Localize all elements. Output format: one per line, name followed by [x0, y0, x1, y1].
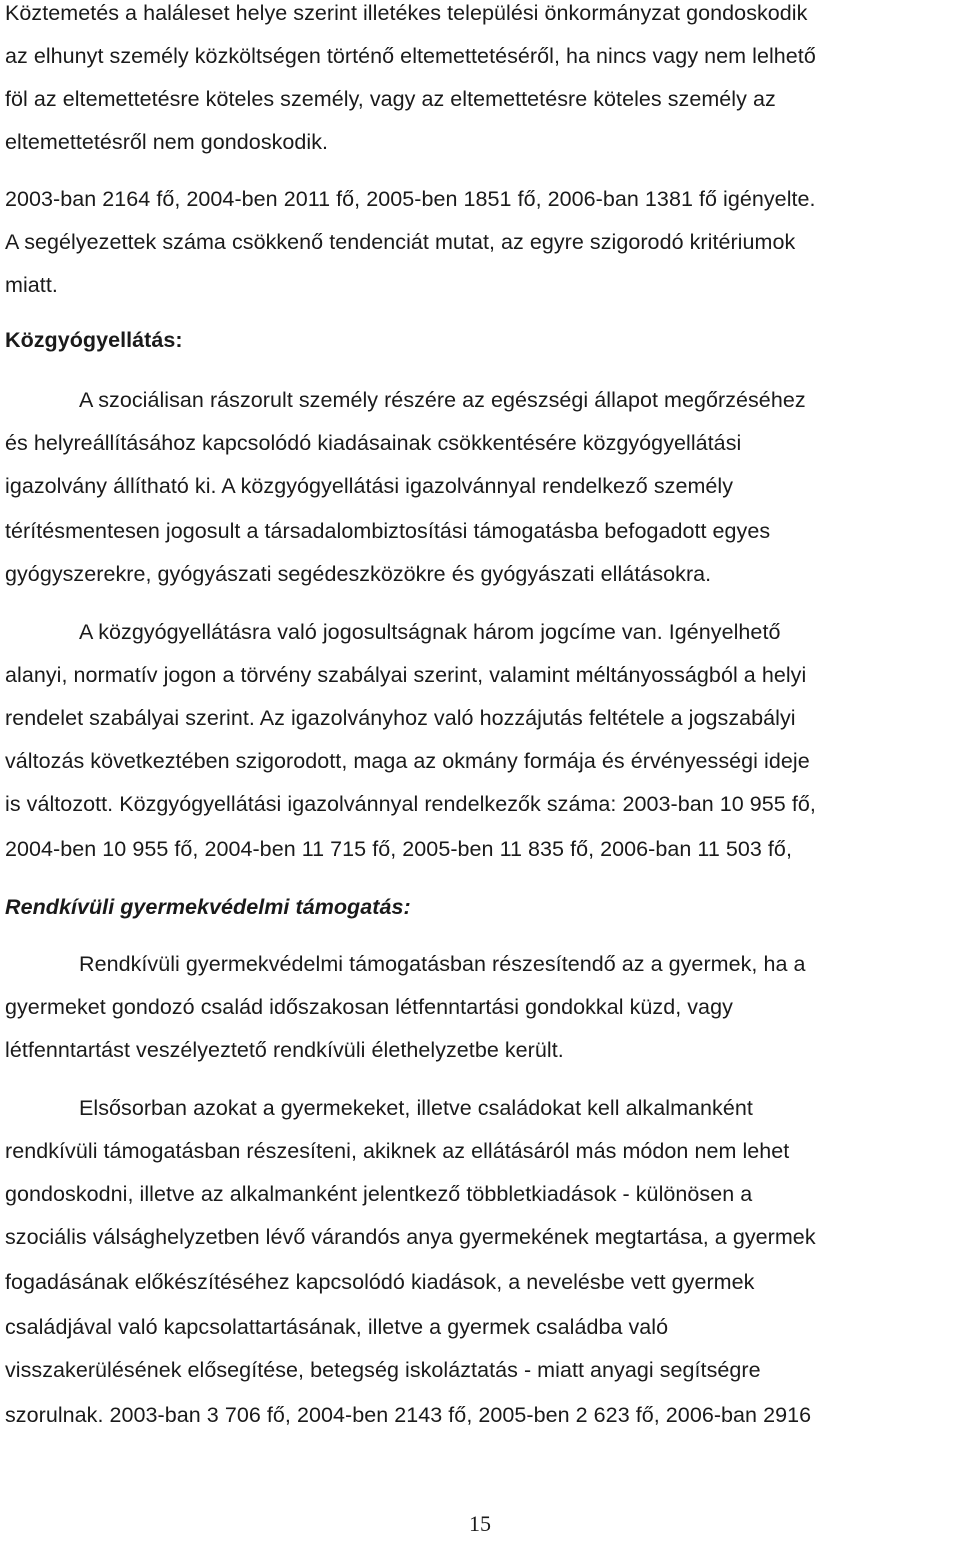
paragraph-line: rendkívüli támogatásban részesíteni, akiknek az ellátásáról más módon nem lehet — [5, 1139, 790, 1163]
paragraph-line: gyermeket gondozó család időszakosan létfenntartási gondokkal küzd, vagy — [5, 995, 733, 1019]
paragraph-line: szociális válsághelyzetben lévő várandós anya gyermekének megtartása, a gyermek — [5, 1225, 816, 1249]
paragraph-line: visszakerülésének elősegítése, betegség iskoláztatás - miatt anyagi segítségre — [5, 1358, 761, 1382]
paragraph-line: 2003-ban 2164 fő, 2004-ben 2011 fő, 2005-ben 1851 fő, 2006-ban 1381 fő igényelte. — [5, 187, 816, 211]
paragraph-line: A közgyógyellátásra való jogosultságnak három jogcíme van. Igényelhető — [79, 620, 781, 644]
paragraph-line: miatt. — [5, 273, 58, 297]
paragraph-line: eltemettetésről nem gondoskodik. — [5, 130, 329, 154]
paragraph-line: A szociálisan rászorult személy részére az egészségi állapot megőrzéséhez — [79, 388, 806, 412]
paragraph-line: is változott. Közgyógyellátási igazolvánnyal rendelkezők száma: 2003-ban 10 955 fő, — [5, 792, 816, 816]
section-heading-rendkivuli-gyermekvedelmi: Rendkívüli gyermekvédelmi támogatás: — [5, 895, 411, 919]
paragraph-line: alanyi, normatív jogon a törvény szabályai szerint, valamint méltányosságból a helyi — [5, 663, 807, 687]
paragraph-line: igazolvány állítható ki. A közgyógyellátási igazolvánnyal rendelkező személy — [5, 474, 734, 498]
paragraph-line: Elsősorban azokat a gyermekeket, illetve családokat kell alkalmanként — [79, 1096, 753, 1120]
section-heading-kozgyogyellatas: Közgyógyellátás: — [5, 328, 183, 352]
paragraph-line: gyógyszerekre, gyógyászati segédeszközökre és gyógyászati ellátásokra. — [5, 562, 712, 586]
paragraph-line: szorulnak. 2003-ban 3 706 fő, 2004-ben 2143 fő, 2005-ben 2 623 fő, 2006-ban 2916 — [5, 1403, 812, 1427]
paragraph-line: Rendkívüli gyermekvédelmi támogatásban részesítendő az a gyermek, ha a — [79, 952, 806, 976]
page-number: 15 — [469, 1511, 491, 1536]
paragraph-line: családjával való kapcsolattartásának, illetve a gyermek családba való — [5, 1315, 669, 1339]
paragraph-line: A segélyezettek száma csökkenő tendenciát mutat, az egyre szigorodó kritériumok — [5, 230, 796, 254]
paragraph-line: Köztemetés a haláleset helye szerint illetékes települési önkormányzat gondoskodik — [5, 1, 808, 25]
paragraph-line: létfenntartást veszélyeztető rendkívüli élethelyzetbe került. — [5, 1038, 564, 1062]
paragraph-line: fogadásának előkészítéséhez kapcsolódó kiadások, a nevelésbe vett gyermek — [5, 1270, 755, 1294]
paragraph-line: rendelet szabályai szerint. Az igazolványhoz való hozzájutás feltétele a jogszabályi — [5, 706, 796, 730]
paragraph-line: az elhunyt személy közköltségen történő eltemettetéséről, ha nincs vagy nem lelhető — [5, 44, 816, 68]
paragraph-line: 2004-ben 10 955 fő, 2004-ben 11 715 fő, 2005-ben 11 835 fő, 2006-ban 11 503 fő, — [5, 837, 792, 861]
paragraph-line: változás következtében szigorodott, maga az okmány formája és érvényességi ideje — [5, 749, 810, 773]
paragraph-line: térítésmentesen jogosult a társadalombiztosítási támogatásba befogadott egyes — [5, 519, 771, 543]
paragraph-line: gondoskodni, illetve az alkalmanként jelentkező többletkiadások - különösen a — [5, 1182, 753, 1206]
paragraph-line: és helyreállításához kapcsolódó kiadásainak csökkentésére közgyógyellátási — [5, 431, 742, 455]
paragraph-line: föl az eltemettetésre köteles személy, vagy az eltemettetésre köteles személy az — [5, 87, 776, 111]
